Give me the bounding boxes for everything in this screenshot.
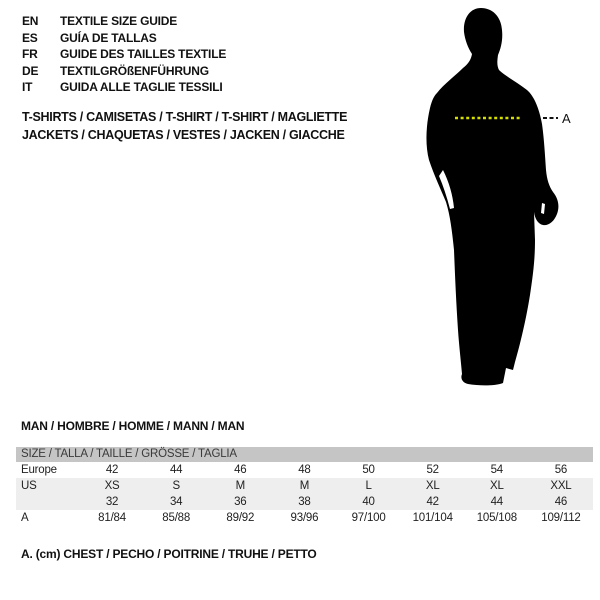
size-cell: XS (104, 480, 120, 492)
size-cell: XL (489, 480, 504, 492)
table-row (16, 462, 593, 478)
language-title: GUIDE DES TAILLES TEXTILE (60, 47, 227, 62)
language-code: EN (22, 14, 39, 28)
size-cell: 85/88 (162, 512, 191, 524)
size-cell: 32 (105, 496, 119, 508)
row-label (16, 494, 80, 510)
language-list (22, 13, 226, 96)
language-row (22, 63, 226, 80)
size-cell: 38 (298, 496, 311, 508)
size-cell: L (365, 480, 372, 492)
category-lines (22, 108, 347, 144)
size-cell: 46 (234, 464, 247, 476)
language-title: GUIDA ALLE TAGLIE TESSILI (60, 80, 223, 95)
language-row (22, 30, 226, 47)
man-silhouette (426, 8, 558, 385)
section-title-man: MAN / HOMBRE / HOMME / MANN / MAN (21, 419, 245, 433)
table-row (16, 478, 593, 494)
size-cell: XXL (550, 480, 572, 492)
size-cell: XL (425, 480, 440, 492)
size-cell: 97/100 (351, 512, 386, 524)
size-cell: 42 (426, 496, 439, 508)
language-row (22, 79, 226, 96)
size-cell: 46 (554, 496, 568, 508)
size-cell: S (172, 480, 180, 492)
measurement-a-label: A (562, 111, 571, 126)
language-row (22, 13, 226, 30)
size-cell: 52 (426, 464, 439, 476)
size-cell: M (299, 480, 310, 492)
size-cell: 44 (169, 464, 183, 476)
language-code: IT (22, 80, 33, 95)
size-cell: 48 (298, 464, 311, 476)
size-cell: 36 (234, 496, 247, 508)
table-row (16, 494, 593, 510)
size-cell: 109/112 (541, 512, 581, 524)
size-cell: 101/104 (412, 512, 453, 524)
measurement-footnote: A. (cm) CHEST / PECHO / POITRINE / TRUHE / PETTO (21, 547, 317, 561)
size-cell: 81/84 (98, 512, 126, 524)
size-table-header: SIZE / TALLA / TAILLE / GRÖSSE / TAGLIA (16, 447, 593, 462)
man-silhouette-svg (400, 0, 600, 410)
language-row (22, 46, 226, 63)
language-title: TEXTILGRÖßENFÜHRUNG (60, 63, 209, 78)
language-code: FR (22, 47, 38, 62)
size-cell: 44 (490, 496, 504, 508)
man-silhouette-figure (400, 0, 600, 410)
row-label: Europe (21, 464, 57, 476)
size-cell: 42 (105, 464, 119, 476)
language-code: ES (22, 30, 38, 45)
size-cell: 50 (362, 464, 375, 476)
size-cell: 105/108 (476, 512, 517, 524)
table-row (16, 510, 593, 526)
size-cell: 54 (490, 464, 504, 476)
size-cell: 93/96 (290, 512, 319, 524)
size-table-body (16, 462, 593, 526)
size-cell: 89/92 (226, 512, 255, 524)
size-cell: M (235, 480, 245, 492)
size-table (16, 447, 593, 526)
size-cell: 34 (169, 496, 183, 508)
row-label: US (21, 480, 37, 492)
language-title: GUÍA DE TALLAS (60, 30, 157, 45)
row-label: A (21, 512, 29, 524)
category-line: T-SHIRTS / CAMISETAS / T-SHIRT / T-SHIRT / MAGLIETTE (22, 110, 348, 124)
language-code: DE (22, 63, 39, 78)
language-title: TEXTILE SIZE GUIDE (60, 14, 178, 28)
size-cell: 40 (362, 496, 375, 508)
size-cell: 56 (554, 464, 568, 476)
category-line: JACKETS / CHAQUETAS / VESTES / JACKEN / GIACCHE (22, 128, 345, 142)
